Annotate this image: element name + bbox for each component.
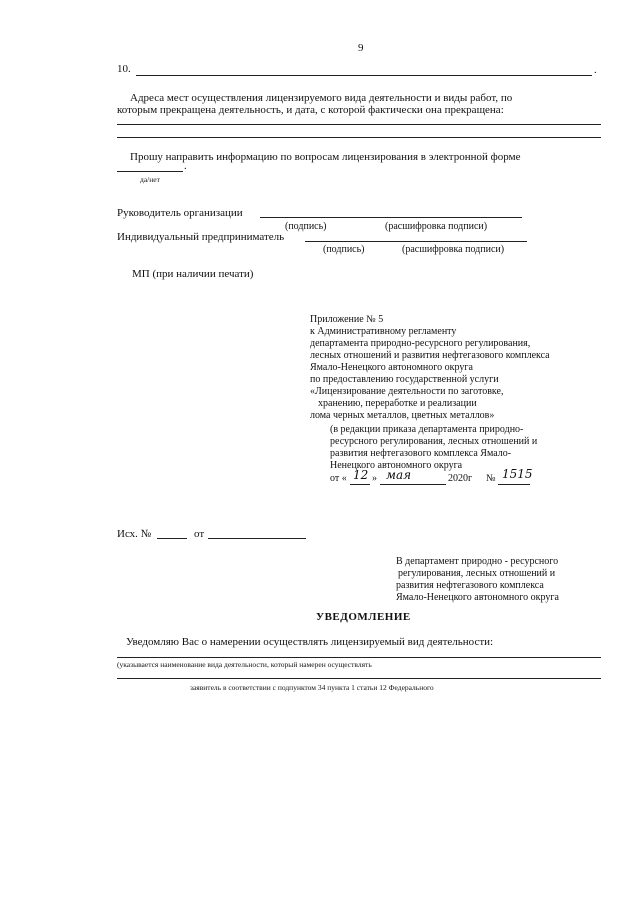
section-10-text-1: Адреса мест осуществления лицензируемого вида деятельности и виды работ, по <box>130 92 513 104</box>
date-mid: » <box>372 473 377 484</box>
date-number-label: № <box>486 473 496 484</box>
appendix-line: Ямало-Ненецкого автономного округа <box>310 362 473 373</box>
request-hint: да/нет <box>140 175 160 184</box>
appendix-line: «Лицензирование деятельности по заготовке, <box>310 386 504 397</box>
edition-line: Ненецкого автономного округа <box>330 460 463 471</box>
recipient-line: регулирования, лесных отношений и <box>398 568 556 579</box>
head-sign-caption: (подпись) <box>285 221 327 232</box>
stamp-note: МП (при наличии печати) <box>132 268 254 280</box>
head-label: Руководитель организации <box>117 207 243 219</box>
section-10-text-2: которым прекращена деятельность, и дата, с которой фактически она прекращена: <box>117 104 504 116</box>
appendix-line: департамента природно-ресурсного регулирования, <box>310 338 531 349</box>
date-month-handwritten: мая <box>386 468 412 482</box>
outgoing-number-line <box>157 538 187 539</box>
outgoing-label: Исх. № <box>117 528 152 540</box>
document-title: УВЕДОМЛЕНИЕ <box>316 611 411 623</box>
ip-decode-caption: (расшифровка подписи) <box>402 244 505 255</box>
ip-sign-line <box>305 241 527 242</box>
fill-line <box>117 657 601 658</box>
section-10-line <box>136 75 592 76</box>
date-prefix: от « <box>330 473 347 484</box>
recipient-line: В департамент природно - ресурсного <box>396 556 559 567</box>
appendix-line: Приложение № 5 <box>310 314 384 325</box>
date-day-handwritten: 12 <box>353 468 369 482</box>
head-decode-caption: (расшифровка подписи) <box>385 221 488 232</box>
ip-label: Индивидуальный предприниматель <box>117 231 285 243</box>
notice-text: Уведомляю Вас о намерении осуществлять лицензируемый вид деятельности: <box>126 636 494 648</box>
head-sign-line <box>260 217 522 218</box>
edition-line: развития нефтегазового комплекса Ямало- <box>330 448 512 459</box>
edition-line: ресурсного регулирования, лесных отношений и <box>330 436 538 447</box>
appendix-line: по предоставлению государственной услуги <box>310 374 499 385</box>
hint-line-2: заявитель в соответствии с подпунктом 34 пункта 1 статьи 12 Федерального <box>190 683 434 692</box>
outgoing-date-line <box>208 538 306 539</box>
recipient-line: Ямало-Ненецкого автономного округа <box>396 592 559 603</box>
fill-line <box>117 137 601 138</box>
ip-sign-caption: (подпись) <box>323 244 365 255</box>
appendix-line: лесных отношений и развития нефтегазового комплекса <box>310 350 550 361</box>
date-number-handwritten: 1515 <box>502 467 533 481</box>
appendix-line: к Административному регламенту <box>310 326 457 337</box>
page-number: 9 <box>358 42 364 54</box>
edition-line: (в редакции приказа департамента природно- <box>330 424 524 435</box>
request-end: . <box>184 160 187 172</box>
section-10-end: . <box>594 64 597 76</box>
section-10-number: 10. <box>117 63 131 75</box>
appendix-line: хранению, переработке и реализации <box>318 398 477 409</box>
request-answer-line <box>117 171 183 172</box>
date-year: 2020г <box>448 473 473 484</box>
date-month-line <box>380 484 446 485</box>
date-day-line <box>350 484 370 485</box>
hint-line-1: (указывается наименование вида деятельности, который намерен осуществлять <box>117 660 372 669</box>
outgoing-from: от <box>194 528 205 540</box>
date-number-line <box>498 484 530 485</box>
recipient-line: развития нефтегазового комплекса <box>396 580 544 591</box>
fill-line <box>117 124 601 125</box>
fill-line <box>117 678 601 679</box>
request-text: Прошу направить информацию по вопросам лицензирования в электронной форме <box>130 151 521 163</box>
appendix-line: лома черных металлов, цветных металлов» <box>310 410 495 421</box>
